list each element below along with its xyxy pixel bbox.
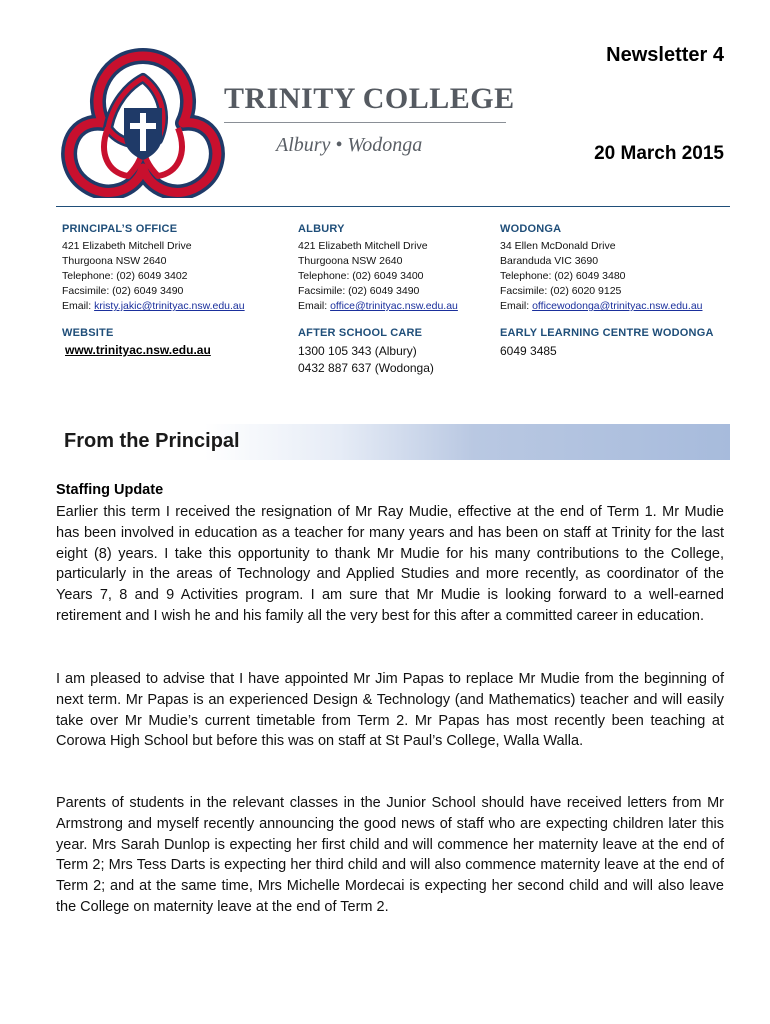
wodonga-email-row <box>500 299 703 314</box>
albury-email-label: Email: <box>298 300 331 312</box>
principal-office-heading: PRINCIPAL’S OFFICE <box>62 223 178 235</box>
principal-email-link[interactable]: kristy.jakic@trinityac.nsw.edu.au <box>94 300 245 312</box>
newsletter-title: Newsletter 4 <box>606 44 724 66</box>
paragraph-maternity-leave: Parents of students in the relevant classes in the Junior School should have received letters from Mr Armstrong and myself recently announcing the good news of staff who are expecting children later this year. Mrs Sarah Dunlop is expecting her first child and will commence her maternity leave at the end of Term 2; Mrs Tess Darts is expecting her third child and will also commence maternity leave at the end of Term 2; and at the same time, Mrs Michelle Mordecai is expecting her second child and will also leave the College on maternity leave at the end of Term 2. <box>56 795 724 915</box>
albury-email-row <box>298 299 458 314</box>
paragraph-resignation: Earlier this term I received the resignation of Mr Ray Mudie, effective at the end of Term 1. Mr Mudie has been involved in education as a teacher for many years and has been on staff at Trinity for the last eight (8) years. I take this opportunity to thank Mr Mudie for his many contributions to the College, particularly in the areas of Technology and Applied Studies and more recently, as coordinator of the Years 7, 8 and 9 Activities program. I am sure that Mr Mudie is looking forward to a well-earned retirement and I wish he and his family all the very best for this after a committed career in education. <box>56 504 724 624</box>
principal-telephone: Telephone: (02) 6049 3402 <box>62 270 188 282</box>
wodonga-facsimile: Facsimile: (02) 6020 9125 <box>500 285 622 297</box>
after-school-albury-phone: 1300 105 343 (Albury) <box>298 344 417 358</box>
website-contact <box>62 326 211 358</box>
early-learning-phone: 6049 3485 <box>500 344 557 358</box>
newsletter-date: 20 March 2015 <box>594 143 724 164</box>
website-link[interactable]: www.trinityac.nsw.edu.au <box>65 343 211 357</box>
paragraph-appointment: I am pleased to advise that I have appointed Mr Jim Papas to replace Mr Mudie from the beginning of next term. Mr Papas is an experienced Design & Technology (and Mathematics) teacher and will easily take over Mr Mudie’s current timetable from Term 2. Mr Papas has most recently been teaching at Corowa High School but before this was on staff at St Paul’s College, Walla Walla. <box>56 671 724 750</box>
wodonga-city-line: Baranduda VIC 3690 <box>500 255 599 267</box>
header-divider <box>56 206 730 207</box>
albury-telephone: Telephone: (02) 6049 3400 <box>298 270 424 282</box>
principal-facsimile: Facsimile: (02) 6049 3490 <box>62 285 184 297</box>
college-name: TRINITY COLLEGE <box>224 82 515 115</box>
after-school-wodonga-phone: 0432 887 637 (Wodonga) <box>298 361 434 375</box>
albury-email-link[interactable]: office@trinityac.nsw.edu.au <box>330 300 458 312</box>
wodonga-heading: WODONGA <box>500 223 562 235</box>
principal-email-label: Email: <box>62 300 95 312</box>
staffing-update-heading: Staffing Update <box>56 482 164 498</box>
section-banner <box>56 424 730 460</box>
early-learning-contact <box>500 326 714 360</box>
albury-contact <box>298 222 458 314</box>
albury-heading: ALBURY <box>298 223 345 235</box>
after-school-care-heading: AFTER SCHOOL CARE <box>298 327 423 339</box>
college-place: Albury • Wodonga <box>276 134 423 156</box>
principal-address-line: 421 Elizabeth Mitchell Drive <box>62 240 192 252</box>
section-title: From the Principal <box>64 430 240 452</box>
early-learning-heading: EARLY LEARNING CENTRE WODONGA <box>500 327 714 339</box>
trinity-knot-cross-logo-icon <box>58 48 228 198</box>
wodonga-email-label: Email: <box>500 300 533 312</box>
albury-facsimile: Facsimile: (02) 6049 3490 <box>298 285 420 297</box>
website-heading: WEBSITE <box>62 327 114 339</box>
wodonga-address-line: 34 Ellen McDonald Drive <box>500 240 616 252</box>
principal-email-row <box>62 299 245 314</box>
after-school-care-contact <box>298 326 434 377</box>
principal-office-contact <box>62 222 245 314</box>
principal-city-line: Thurgoona NSW 2640 <box>62 255 167 267</box>
wodonga-contact <box>500 222 703 314</box>
college-name-rule <box>224 122 506 123</box>
albury-address-line: 421 Elizabeth Mitchell Drive <box>298 240 428 252</box>
wodonga-telephone: Telephone: (02) 6049 3480 <box>500 270 626 282</box>
wodonga-email-link[interactable]: officewodonga@trinityac.nsw.edu.au <box>532 300 703 312</box>
albury-city-line: Thurgoona NSW 2640 <box>298 255 403 267</box>
